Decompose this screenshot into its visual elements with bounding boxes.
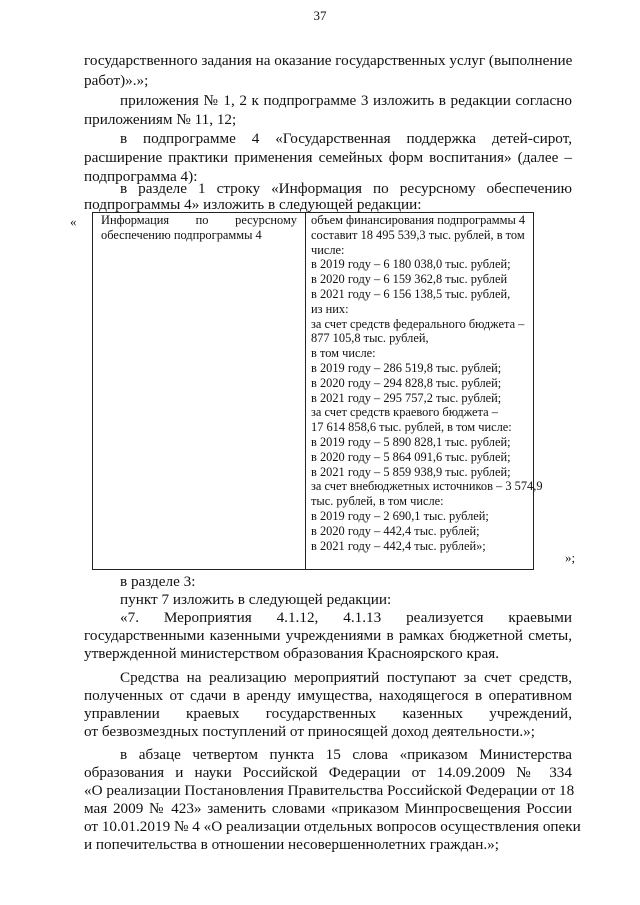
table-right-cell [311,213,543,553]
text-line: полученных от сдачи в аренду имущества, находящегося в оперативном [84,687,572,704]
text-line: «О реализации Постановления Правительства Российской Федерации от 18 [84,782,575,799]
table-right-line: объем финансирования подпрограммы 4 [311,213,526,227]
table-right-line: в том числе: [311,346,376,361]
text-line: подпрограммы 4» изложить в следующей редакции: [84,196,422,213]
quote-close: »; [565,550,576,565]
table-right-line: в 2021 году – 5 859 938,9 тыс. рублей; [311,464,511,479]
table-right-line: 877 105,8 тыс. рублей, [311,331,429,346]
table-left-cell [101,213,297,243]
text-line: в подпрограмме 4 «Государственная поддержка детей-сирот, [120,130,572,147]
table-right-line: из них: [311,301,349,316]
page-number: 37 [313,8,327,23]
table-right-line: в 2021 году – 295 757,2 тыс. рублей; [311,390,502,405]
text-line: от безвозмездных поступлений от приносящей доход деятельности.»; [84,723,535,740]
table-right-line: в 2019 году – 286 519,8 тыс. рублей; [311,360,502,375]
text-line: государственного задания на оказание государственных услуг (выполнение [84,52,573,69]
resource-table [92,212,543,570]
table-right-line: в 2020 году – 5 864 091,6 тыс. рублей; [311,449,511,464]
table-right-line: в 2020 году – 294 828,8 тыс. рублей; [311,375,502,390]
table-divider [305,213,306,569]
table-right-line: составит 18 495 539,3 тыс. рублей, в том [311,227,525,242]
table-right-line: 17 614 858,6 тыс. рублей, в том числе: [311,420,512,435]
text-line: Средства на реализацию мероприятий поступают за счет средств, [120,669,572,686]
text-line: «7. Мероприятия 4.1.12, 4.1.13 реализуется краевыми [120,609,572,626]
table-right-line: в 2019 году – 5 890 828,1 тыс. рублей; [311,434,511,449]
text-line: образования и науки Российской Федерации от 14.09.2009 № 334 [84,764,572,781]
table-right-line: тыс. рублей, в том числе: [311,494,444,509]
quote-open: « [70,214,77,229]
table-right-line: в 2020 году – 6 159 362,8 тыс. рублей [311,272,508,287]
text-line: и попечительства в отношении несовершеннолетних граждан.»; [84,836,499,853]
text-line: работ)».»; [84,72,149,89]
text-line: в абзаце четвертом пункта 15 слова «приказом Министерства [120,746,572,763]
text-line: приложения № 1, 2 к подпрограмме 3 изложить в редакции согласно [120,92,572,109]
table-left-line: обеспечению подпрограммы 4 [101,227,262,242]
text-line: приложениям № 11, 12; [84,111,237,128]
text-line: государственными казенными учреждениями в рамках бюджетной сметы, [84,627,572,644]
table-right-line: за счет средств краевого бюджета – [311,405,498,420]
text-line: пункт 7 изложить в следующей редакции: [120,591,392,608]
table-left-line: Информация по ресурсному [101,213,297,227]
table-right-line: числе: [311,242,345,257]
text-line: расширение практики применения семейных форм воспитания» (далее – [84,149,572,166]
text-line: мая 2009 № 423» заменить словами «приказом Минпросвещения России [84,800,572,817]
text-line: управлении краевых государственных казенных учреждений, [84,705,572,722]
table-right-line: в 2019 году – 6 180 038,0 тыс. рублей; [311,257,511,272]
table-right-line: в 2019 году – 2 690,1 тыс. рублей; [311,508,489,523]
text-line: от 10.01.2019 № 4 «О реализации отдельных вопросов осуществления опеки [84,818,581,835]
table-right-line: за счет внебюджетных источников – 3 574,9 [311,479,543,494]
text-line: утвержденной министерством образования Красноярского края. [84,645,500,662]
text-line: подпрограмма 4): [84,168,198,185]
text-line: в разделе 1 строку «Информация по ресурсному обеспечению [120,180,572,197]
table-right-line: за счет средств федерального бюджета – [311,316,525,331]
text-line: в разделе 3: [120,573,196,590]
table-right-line: в 2021 году – 6 156 138,5 тыс. рублей, [311,286,511,301]
table-right-line: в 2020 году – 442,4 тыс. рублей; [311,523,480,538]
table-right-line: в 2021 году – 442,4 тыс. рублей»; [311,538,486,553]
